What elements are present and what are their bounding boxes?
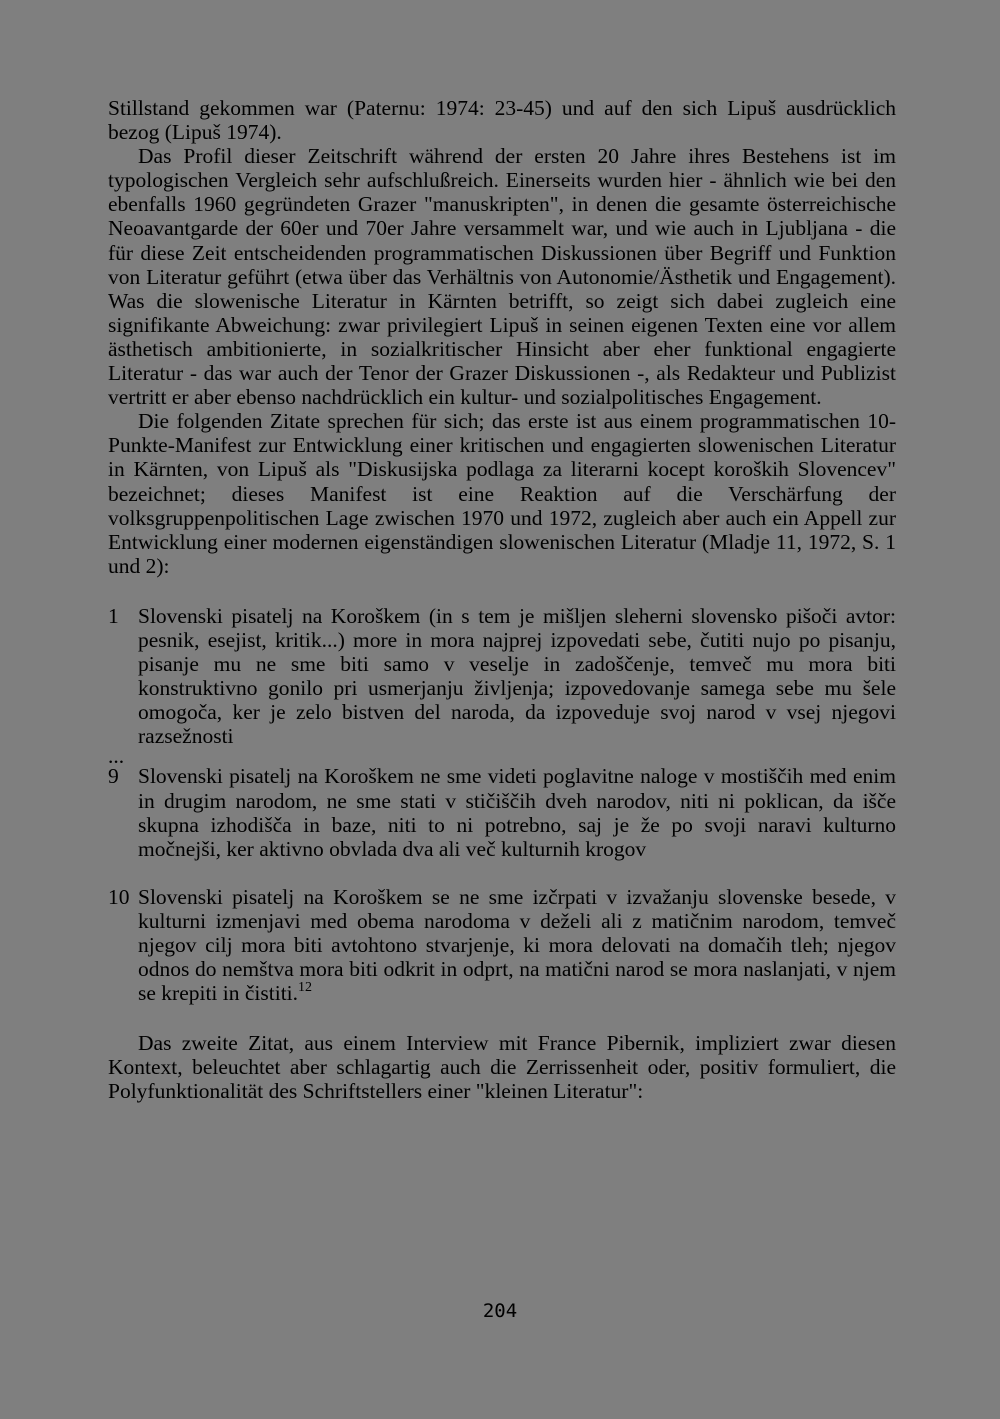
quote-item-text: Slovenski pisatelj na Koroškem (in s tem je mišljen sleherni slovensko pišoči avtor: pesnik, esejist, kritik...) more in mora najprej izpovedati sebe, čutiti nujo po pisanju, pisanje mu ne sme biti samo v veselje in zadoščenje, temveč mu mora biti konstruktivno gonilo pri usmerjanju življenja; izpovedovanje samega sebe mu šele omogoča, ker je zelo bistven del naroda, da izpoveduje svoj narod v vsej njegovi razsežnosti	[138, 603, 896, 749]
quote-item-text	[138, 885, 896, 1005]
paragraph-journal-profile: Das Profil dieser Zeitschrift während der ersten 20 Jahre ihres Bestehens ist im typologischen Vergleich sehr aufschlußreich. Einerseits wurden hier - ähnlich wie bei den ebenfalls 1960 gegründeten Grazer "manuskripten", in denen die gesamte österreichische Neoavantgarde der 60er und 70er Jahre versammelt war, und wie auch in Ljubljana - die für diese Zeit entscheidenden programmatischen Diskussionen über Begriff und Funktion von Literatur geführt (etwa über das Verhältnis von Autonomie/Ästhetik und Engagement). Was die slowenische Literatur in Kärnten betrifft, so zeigt sich dabei zugleich eine signifikante Abweichung: zwar privilegiert Lipuš in seinen eigenen Texten eine vor allem ästhetisch ambitionierte, in sozialkritischer Hinsicht aber eher funktional engagierte Literatur - das war auch der Tenor der Grazer Diskussionen -, als Redakteur und Publizist vertritt er aber ebenso nachdrücklich ein kultur- und sozialpolitisches Engagement.	[108, 144, 896, 410]
manifesto-quote	[108, 604, 896, 1005]
quote-ellipsis: ...	[108, 744, 125, 769]
quote-item-number: 9	[108, 764, 119, 789]
quote-item-number: 1	[108, 603, 119, 628]
page-number: 204	[482, 1300, 518, 1322]
footnote-marker: 12	[298, 980, 313, 996]
quote-item	[108, 604, 896, 749]
quote-item-text: Slovenski pisatelj na Koroškem ne sme videti poglavitne naloge v mostiščih med enim in drugim narodom, ne sme stati v stičiščih dveh narodov, niti ni poklican, da išče skupna izhodišča in baze, niti to ni potrebno, saj je že po svoji naravi kulturno močnejši, ker aktivno obvlada dva ali več kulturnih krogov	[138, 764, 896, 861]
page-body	[108, 96, 896, 1104]
paragraph-quotes-intro: Die folgenden Zitate sprechen für sich; das erste ist aus einem programmatischen 10-Punkte-Manifest zur Entwicklung einer kritischen und engagierten slowenischen Literatur in Kärnten, von Lipuš als "Diskusijska podlaga za literarni kocept koroških Slovencev" bezeichnet; dieses Manifest ist eine Reaktion auf die Verschärfung der volksgruppenpolitischen Lage zwischen 1970 und 1972, zugleich aber auch ein Appell zur Entwicklung einer modernen eigenständigen slowenischen Literatur (Mladje 11, 1972, S. 1 und 2):	[108, 409, 896, 578]
quote-item-number: 10	[108, 884, 130, 909]
quote-item-text-body: Slovenski pisatelj na Koroškem se ne sme izčrpati v izvažanju slovenske besede, v kulturni izmenjavi med obema narodoma v deželi ali z matičnim narodom, temveč njegov cilj mora biti avtohtono stvarjenje, ki mora delovati na domačih tleh; njegov odnos do nemštva mora biti odkrit in odprt, na matični narod se mora naslanjati, v njem se krepiti in čistiti.	[138, 884, 896, 1006]
paragraph-continuation: Stillstand gekommen war (Paternu: 1974: 23-45) und auf den sich Lipuš ausdrücklich bezog (Lipuš 1974).	[108, 96, 896, 145]
quote-item	[108, 764, 896, 860]
quote-item	[108, 885, 896, 1005]
paragraph-second-quote-intro: Das zweite Zitat, aus einem Interview mit France Pibernik, impliziert zwar diesen Kontext, beleuchtet aber schlagartig auch die Zerrissenheit oder, positiv formuliert, die Polyfunktionalität des Schriftstellers einer "kleinen Literatur":	[108, 1031, 896, 1104]
